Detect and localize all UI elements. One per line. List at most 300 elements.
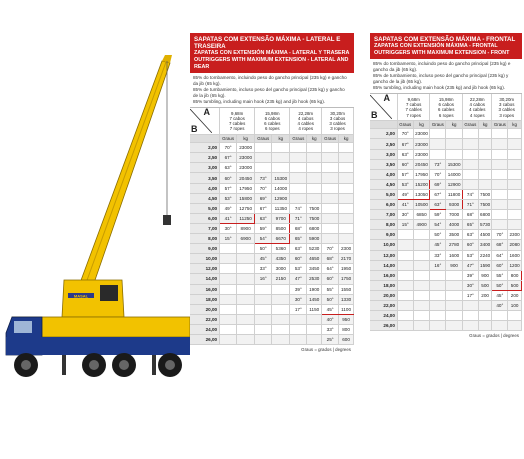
value-cell: 23000: [413, 129, 430, 139]
value-cell: [508, 210, 522, 220]
value-cell: 200: [508, 290, 522, 300]
value-cell: [413, 230, 430, 240]
value-cell: [508, 321, 522, 331]
value-cell: [463, 179, 479, 189]
value-cell: [446, 300, 463, 310]
value-cell: [430, 149, 446, 159]
value-cell: [290, 183, 307, 193]
value-cell: [255, 284, 272, 294]
radius-cell: 7,00: [370, 210, 397, 220]
value-cell: 20450: [237, 173, 255, 183]
subheader-cell: Graus: [322, 135, 339, 143]
table-row: [190, 203, 354, 213]
table-row: [370, 240, 522, 250]
table-row: [190, 334, 354, 344]
config-l2: 4 cables: [469, 107, 486, 113]
value-cell: 47°: [463, 260, 479, 270]
table-row: [370, 189, 522, 199]
value-cell: [492, 159, 508, 169]
value-cell: [220, 324, 237, 334]
value-cell: 70°: [220, 143, 237, 153]
value-cell: [339, 234, 354, 244]
value-cell: 57°: [397, 169, 413, 179]
value-cell: 11350: [272, 203, 290, 213]
value-cell: [492, 169, 508, 179]
value-cell: [272, 334, 290, 344]
value-cell: [339, 213, 354, 223]
table-row: [370, 260, 522, 270]
value-cell: 25°: [322, 334, 339, 344]
value-cell: [322, 173, 339, 183]
value-cell: 5360: [272, 244, 290, 254]
table-row: [370, 210, 522, 220]
value-cell: [430, 311, 446, 321]
value-cell: [220, 274, 237, 284]
value-cell: 1150: [307, 304, 322, 314]
value-cell: 45°: [255, 254, 272, 264]
value-cell: 2170: [339, 254, 354, 264]
value-cell: 1100: [339, 304, 354, 314]
value-cell: 23000: [237, 163, 255, 173]
value-cell: 2080: [508, 240, 522, 250]
value-cell: 63°: [397, 149, 413, 159]
value-cell: [339, 173, 354, 183]
value-cell: 67°: [255, 203, 272, 213]
value-cell: 5230: [307, 244, 322, 254]
note-es: 85% de tumbamiento, incluso peso del gancho principal (235 kg) y gancho de la jib (65 kg).: [193, 87, 345, 99]
radius-cell: 9,00: [370, 230, 397, 240]
config-l2: 6 cables: [438, 107, 455, 113]
value-cell: [430, 321, 446, 331]
value-cell: 100: [508, 300, 522, 310]
value-cell: 2530: [307, 274, 322, 284]
table-row: [190, 143, 354, 153]
chart-notes: [370, 59, 522, 94]
corner-b: B: [191, 123, 198, 134]
value-cell: [322, 234, 339, 244]
value-cell: 45°: [322, 304, 339, 314]
value-cell: 40°: [322, 314, 339, 324]
load-table: [190, 108, 354, 345]
value-cell: [508, 149, 522, 159]
note-en: 85% tumbling, including main hook (235 kg) and jib hook (65 kg).: [373, 85, 506, 91]
radius-cell: 3,50: [190, 173, 220, 183]
crane-logo-text: MASAL: [73, 293, 89, 299]
value-cell: 71°: [463, 200, 479, 210]
radius-cell: 16,00: [190, 284, 220, 294]
value-cell: 23000: [237, 143, 255, 153]
value-cell: 70°: [492, 230, 508, 240]
table-row: [190, 213, 354, 223]
value-cell: 33°: [322, 324, 339, 334]
radius-cell: 7,00: [190, 223, 220, 233]
config-l1: 7 cabos: [229, 115, 245, 121]
value-cell: 60°: [220, 173, 237, 183]
subheader-cell: Graus: [464, 122, 477, 128]
title-en: OUTRIGGERS WITH MAXIMUM EXTENSION - FRONT: [374, 49, 510, 56]
value-cell: [272, 163, 290, 173]
value-cell: 16°: [255, 274, 272, 284]
value-cell: [413, 250, 430, 260]
boom-config-header: [290, 108, 322, 135]
value-cell: [478, 169, 492, 179]
value-cell: [307, 183, 322, 193]
value-cell: 60°: [290, 254, 307, 264]
value-cell: [413, 280, 430, 290]
value-cell: 8500: [272, 223, 290, 233]
subheader-blank: [190, 135, 220, 143]
value-cell: [322, 213, 339, 223]
corner-cell: [190, 108, 220, 135]
value-cell: 23000: [237, 153, 255, 163]
value-cell: 4900: [413, 220, 430, 230]
value-cell: 60°: [322, 274, 339, 284]
value-cell: [463, 149, 479, 159]
value-cell: 54°: [255, 234, 272, 244]
load-chart-front: [370, 33, 522, 340]
radius-cell: 4,00: [370, 169, 397, 179]
value-cell: [339, 153, 354, 163]
value-cell: 63°: [463, 230, 479, 240]
value-cell: 69°: [255, 193, 272, 203]
value-cell: 1600: [446, 250, 463, 260]
value-cell: 47°: [290, 274, 307, 284]
value-cell: [430, 300, 446, 310]
table-row: [370, 230, 522, 240]
value-cell: [307, 173, 322, 183]
note-es: 85% de tumbamiento, incluso peso del gancho principal (235 kg) y gancho de la jib (65 kg).: [373, 73, 509, 85]
value-cell: [237, 304, 255, 314]
value-cell: 49°: [220, 203, 237, 213]
value-cell: 13050: [413, 189, 430, 199]
value-cell: 6900: [237, 234, 255, 244]
value-cell: [307, 193, 322, 203]
value-cell: [492, 139, 508, 149]
subheader-cell: kg: [272, 135, 290, 143]
value-cell: 7500: [307, 213, 322, 223]
config-l1: 7 cabos: [405, 102, 422, 108]
value-cell: 7500: [478, 200, 492, 210]
value-cell: 2240: [478, 250, 492, 260]
value-cell: [322, 193, 339, 203]
table-row: [370, 169, 522, 179]
value-cell: [290, 173, 307, 183]
value-cell: 68°: [322, 254, 339, 264]
config-l3: 6 ropes: [264, 126, 280, 132]
value-cell: [255, 143, 272, 153]
config-length: 9,68m: [231, 110, 244, 116]
value-cell: [220, 264, 237, 274]
value-cell: [237, 314, 255, 324]
subheader-cell: Graus: [493, 122, 506, 128]
config-l2: 4 cables: [297, 121, 314, 127]
value-cell: [339, 203, 354, 213]
value-cell: [463, 311, 479, 321]
value-cell: [508, 189, 522, 199]
value-cell: 67°: [220, 153, 237, 163]
table-row: [190, 314, 354, 324]
value-cell: 7500: [478, 189, 492, 199]
value-cell: 68°: [290, 223, 307, 233]
value-cell: [220, 304, 237, 314]
value-cell: 53°: [290, 264, 307, 274]
value-cell: [492, 179, 508, 189]
table-row: [190, 244, 354, 254]
value-cell: 17°: [290, 304, 307, 314]
value-cell: 900: [478, 270, 492, 280]
value-cell: 50°: [430, 230, 446, 240]
config-l3: 4 ropes: [298, 126, 314, 132]
value-cell: [397, 290, 413, 300]
title-pt: SAPATAS COM EXTENSÃO MÁXIMA - LATERAL E TRASEIRA: [194, 36, 341, 51]
value-cell: [430, 290, 446, 300]
value-cell: [413, 240, 430, 250]
value-cell: 5730: [478, 220, 492, 230]
boom-config-header: [220, 108, 255, 135]
value-cell: 67°: [397, 139, 413, 149]
radius-cell: 24,00: [190, 324, 220, 334]
note-pt: 85% do tombamento, incluindo peso do gancho principal (235 kg) e gancho da jib (65 kg).: [373, 61, 511, 73]
value-cell: 67°: [430, 189, 446, 199]
value-cell: 71°: [290, 213, 307, 223]
value-cell: 63°: [255, 213, 272, 223]
value-cell: 17950: [413, 169, 430, 179]
value-cell: [397, 300, 413, 310]
table-row: [370, 290, 522, 300]
radius-cell: 8,00: [190, 234, 220, 244]
value-cell: 1550: [339, 284, 354, 294]
value-cell: [397, 240, 413, 250]
table-row: [190, 254, 354, 264]
value-cell: [397, 250, 413, 260]
value-cell: 9700: [272, 213, 290, 223]
value-cell: [463, 169, 479, 179]
config-l1: 3 cabos: [329, 115, 346, 121]
radius-cell: 2,50: [370, 139, 397, 149]
value-cell: 41°: [220, 213, 237, 223]
value-cell: [220, 294, 237, 304]
value-cell: 70°: [255, 183, 272, 193]
value-cell: [272, 314, 290, 324]
value-cell: 65°: [290, 234, 307, 244]
value-cell: 17950: [237, 183, 255, 193]
value-cell: [478, 159, 492, 169]
load-table: [370, 94, 522, 331]
value-cell: [446, 321, 463, 331]
subheader-cell: kg: [478, 121, 492, 129]
subheader-cell: Graus: [399, 122, 412, 128]
radius-cell: 8,00: [370, 220, 397, 230]
radius-cell: 12,00: [370, 250, 397, 260]
value-cell: 12900: [446, 179, 463, 189]
value-cell: [220, 284, 237, 294]
value-cell: [508, 311, 522, 321]
subheader-cell: kg: [307, 135, 322, 143]
subheader-cell: kg: [413, 121, 430, 129]
value-cell: [307, 153, 322, 163]
radius-cell: 6,00: [370, 200, 397, 210]
radius-cell: 18,00: [190, 294, 220, 304]
config-l3: 7 ropes: [406, 112, 421, 118]
value-cell: 53°: [397, 179, 413, 189]
subheader-cell: kg: [508, 121, 522, 129]
config-l2: 3 cables: [498, 107, 515, 113]
value-cell: [290, 324, 307, 334]
subheader-cell: kg: [446, 121, 463, 129]
config-length: 22,28m: [298, 110, 314, 116]
value-cell: 59°: [430, 210, 446, 220]
config-l3: 3 ropes: [499, 112, 515, 118]
load-chart-lateral-rear: [190, 33, 354, 354]
radius-cell: 20,00: [370, 290, 397, 300]
table-row: [190, 264, 354, 274]
value-cell: 74°: [463, 189, 479, 199]
value-cell: 64°: [492, 250, 508, 260]
value-cell: 50°: [492, 280, 508, 290]
value-cell: 800: [508, 270, 522, 280]
value-cell: 73°: [255, 173, 272, 183]
chart-notes: [190, 73, 354, 108]
config-l1: 3 cabos: [499, 102, 515, 108]
value-cell: [413, 290, 430, 300]
table-row: [190, 193, 354, 203]
boom-config-header: [492, 94, 522, 121]
config-l1: 6 cabos: [438, 102, 454, 108]
radius-cell: 20,00: [190, 304, 220, 314]
radius-cell: 12,00: [190, 264, 220, 274]
value-cell: 1750: [339, 274, 354, 284]
value-cell: [463, 321, 479, 331]
value-cell: 3400: [478, 240, 492, 250]
config-l3: 7 ropes: [229, 126, 245, 132]
value-cell: [508, 159, 522, 169]
value-cell: [255, 334, 272, 344]
radius-cell: 22,00: [370, 300, 397, 310]
value-cell: 15°: [220, 234, 237, 244]
value-cell: 30°: [397, 210, 413, 220]
value-cell: 1200: [508, 260, 522, 270]
value-cell: [237, 284, 255, 294]
value-cell: [478, 129, 492, 139]
value-cell: [220, 334, 237, 344]
radius-cell: 14,00: [370, 260, 397, 270]
value-cell: 6800: [307, 223, 322, 233]
radius-cell: 16,00: [370, 270, 397, 280]
value-cell: [220, 254, 237, 264]
value-cell: 9300: [446, 200, 463, 210]
value-cell: 64°: [322, 264, 339, 274]
value-cell: [339, 163, 354, 173]
boom-config-header: [322, 108, 354, 135]
config-length: 30,20m: [330, 110, 345, 116]
value-cell: 23000: [413, 139, 430, 149]
title-es: ZAPATAS CON EXTENSIÓN MÁXIMA - FRONTAL: [374, 43, 498, 50]
value-cell: [413, 300, 430, 310]
value-cell: [446, 311, 463, 321]
value-cell: [272, 304, 290, 314]
value-cell: [290, 334, 307, 344]
value-cell: [220, 314, 237, 324]
value-cell: 60°: [492, 260, 508, 270]
radius-cell: 5,00: [190, 203, 220, 213]
value-cell: 45°: [492, 290, 508, 300]
config-l2: 7 cables: [405, 107, 422, 113]
value-cell: 6670: [272, 234, 290, 244]
value-cell: [492, 189, 508, 199]
boom-config-header: [255, 108, 290, 135]
value-cell: [492, 321, 508, 331]
value-cell: 60°: [397, 159, 413, 169]
value-cell: 3450: [307, 264, 322, 274]
chart-header: [190, 33, 354, 73]
value-cell: [492, 129, 508, 139]
value-cell: 45°: [430, 240, 446, 250]
value-cell: 33°: [255, 264, 272, 274]
value-cell: 70°: [322, 244, 339, 254]
config-l2: 3 cables: [329, 121, 346, 127]
table-row: [190, 284, 354, 294]
value-cell: 33°: [430, 250, 446, 260]
value-cell: [290, 314, 307, 324]
value-cell: [307, 334, 322, 344]
value-cell: [478, 179, 492, 189]
value-cell: [290, 143, 307, 153]
value-cell: 23000: [413, 149, 430, 159]
value-cell: 30°: [220, 223, 237, 233]
subheader-cell: Graus: [255, 135, 272, 143]
value-cell: [446, 280, 463, 290]
value-cell: 12900: [272, 193, 290, 203]
value-cell: [478, 149, 492, 159]
value-cell: 3000: [272, 264, 290, 274]
value-cell: [446, 290, 463, 300]
note-en: 85% tumbling, including main hook (235 kg) and jib hook (65 kg).: [193, 99, 326, 105]
value-cell: [290, 193, 307, 203]
value-cell: [322, 153, 339, 163]
value-cell: 950: [339, 314, 354, 324]
value-cell: 15200: [413, 179, 430, 189]
value-cell: [478, 321, 492, 331]
value-cell: [446, 270, 463, 280]
value-cell: [272, 284, 290, 294]
value-cell: 15300: [446, 159, 463, 169]
value-cell: [397, 230, 413, 240]
corner-a: A: [383, 93, 390, 104]
table-row: [370, 220, 522, 230]
config-l1: 6 cabos: [264, 115, 280, 121]
value-cell: [508, 179, 522, 189]
value-cell: 50°: [255, 244, 272, 254]
value-cell: [237, 254, 255, 264]
value-cell: 7500: [307, 203, 322, 213]
config-l3: 6 ropes: [438, 112, 454, 118]
value-cell: 30°: [463, 280, 479, 290]
value-cell: [237, 324, 255, 334]
radius-cell: 3,00: [370, 149, 397, 159]
value-cell: [255, 163, 272, 173]
value-cell: 4650: [307, 254, 322, 264]
value-cell: [307, 314, 322, 324]
radius-cell: 10,00: [190, 254, 220, 264]
value-cell: 6800: [478, 210, 492, 220]
value-cell: [397, 321, 413, 331]
corner-b: B: [371, 110, 378, 121]
value-cell: 12750: [237, 203, 255, 213]
value-cell: 39°: [463, 270, 479, 280]
value-cell: [255, 153, 272, 163]
value-cell: 63°: [430, 200, 446, 210]
value-cell: 55°: [322, 284, 339, 294]
